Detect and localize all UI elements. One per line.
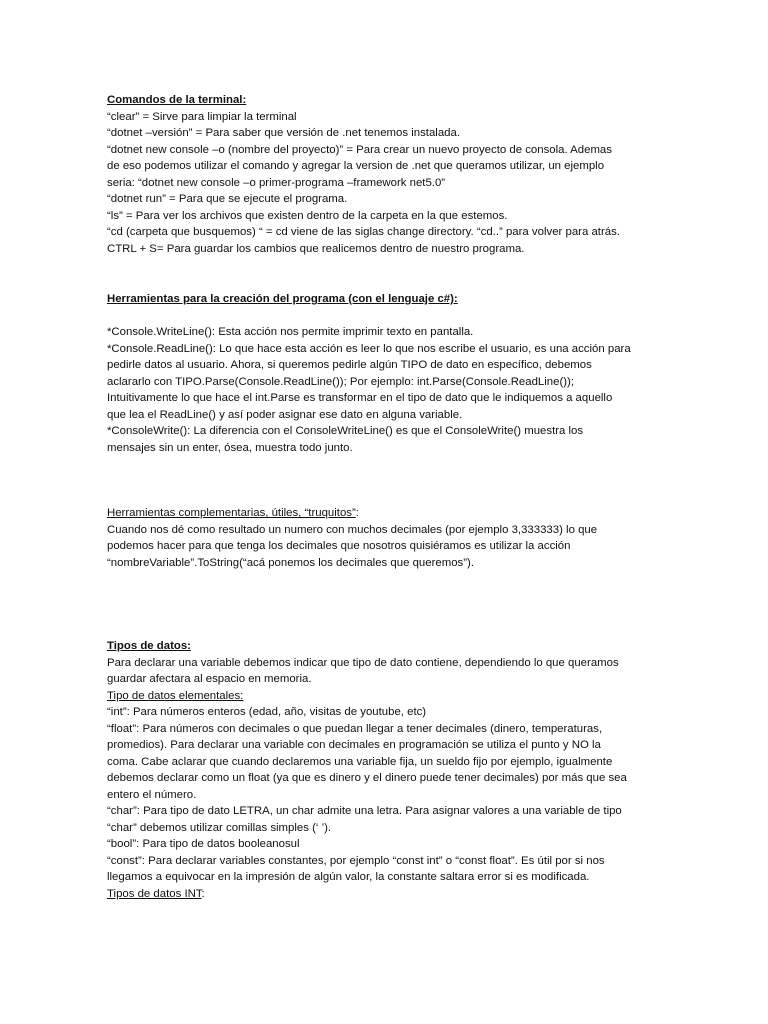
- text-line: “float”: Para números con decimales o que puedan llegar a tener decimales (dinero, temperaturas,: [107, 722, 603, 735]
- text-line: podemos hacer para que tenga los decimales que nosotros quisiéramos es utilizar la acción: [107, 540, 571, 552]
- subheading-elementales: Tipo de datos elementales:: [107, 689, 244, 702]
- text-line: Cuando nos dé como resultado un numero con muchos decimales (por ejemplo 3,333333) lo que: [107, 523, 598, 536]
- text-line: *ConsoleWrite(): La diferencia con el ConsoleWriteLine() es que el ConsoleWrite() muestra los: [107, 425, 584, 437]
- section-data-types: [107, 638, 667, 902]
- blank-line: [107, 308, 667, 325]
- subheading-int-colon: :: [201, 887, 205, 900]
- text-line: guardar afectara al espacio en memoria.: [107, 673, 312, 685]
- section-heading: Herramientas para la creación del programa (con el lenguaje c#):: [107, 293, 458, 305]
- text-line: “dotnet run” = Para que se ejecute el programa.: [107, 193, 348, 205]
- text-line: “cd (carpeta que busquemos) “ = cd viene de las siglas change directory. “cd..” para volver para atrás.: [107, 226, 620, 238]
- text-line: aclararlo con TIPO.Parse(Console.ReadLine()); Por ejemplo: int.Parse(Console.ReadLine());: [107, 375, 575, 388]
- text-line: CTRL + S= Para guardar los cambios que realicemos dentro de nuestro programa.: [107, 242, 525, 255]
- text-line: entero el número.: [107, 788, 197, 801]
- text-line: llegamos a equivocar en la impresión de algún valor, la constante saltara error si es modificada.: [107, 871, 590, 883]
- section-heading: [107, 505, 667, 522]
- text-line: “ls” = Para ver los archivos que existen dentro de la carpeta en la que estemos.: [107, 209, 508, 222]
- text-line: que lea el ReadLine() y así poder asignar ese dato en alguna variable.: [107, 408, 463, 421]
- text-line: “nombreVariable”.ToString(“acá ponemos los decimales que queremos”).: [107, 556, 474, 569]
- section-heading: Comandos de la terminal:: [107, 94, 247, 106]
- section-terminal-commands: [107, 92, 667, 257]
- text-line: “char” debemos utilizar comillas simples (‘ ’).: [107, 821, 332, 834]
- text-line: promedios). Para declarar una variable con decimales en programación se utiliza el punto y NO la: [107, 739, 601, 751]
- subheading-int-text: Tipos de datos INT: [107, 887, 202, 900]
- text-line: “int”: Para números enteros (edad, año, visitas de youtube, etc): [107, 706, 427, 718]
- text-line: “bool”: Para tipo de datos booleanosul: [107, 838, 300, 850]
- text-line: Intuitivamente lo que hace el int.Parse es transformar en el tipo de dato que le indiquemos a aquello: [107, 392, 613, 404]
- text-line: “dotnet –versión” = Para saber que versión de .net tenemos instalada.: [107, 127, 461, 139]
- text-line: pedirle datos al usuario. Ahora, si queremos pedirle algún TIPO de dato en específico, debemos: [107, 359, 592, 371]
- text-line: *Console.ReadLine(): Lo que hace esta acción es leer lo que nos escribe el usuario, es una acción para: [107, 342, 631, 355]
- text-line: coma. Cabe aclarar que cuando declaremos una variable fija, un sueldo fijo por ejemplo, igualmente: [107, 755, 613, 768]
- section-complementary-tools: [107, 505, 667, 571]
- text-line: seria: “dotnet new console –o primer-programa –framework net5.0”: [107, 176, 446, 189]
- subheading-int: [107, 886, 667, 903]
- text-line: *Console.WriteLine(): Esta acción nos permite imprimir texto en pantalla.: [107, 326, 474, 338]
- text-line: “dotnet new console –o (nombre del proyecto)” = Para crear un nuevo proyecto de consola. Ademas: [107, 143, 612, 156]
- text-line: “char”: Para tipo de dato LETRA, un char admite una letra. Para asignar valores a una variable de tipo: [107, 805, 622, 817]
- text-line: “const”: Para declarar variables constantes, por ejemplo “const int” o “const float”. Es útil por si nos: [107, 854, 605, 867]
- section-heading: Tipos de datos:: [107, 640, 191, 652]
- text-line: debemos declarar como un float (ya que es dinero y el dinero puede tener decimales) por más que sea: [107, 772, 627, 784]
- text-line: Para declarar una variable debemos indicar que tipo de dato contiene, dependiendo lo que queramos: [107, 656, 619, 669]
- text-line: de eso podemos utilizar el comando y agregar la version de .net que queramos utilizar, un ejemplo: [107, 160, 605, 172]
- section-heading-colon: :: [355, 507, 359, 519]
- section-program-tools: [107, 291, 667, 456]
- section-heading-text: Herramientas complementarias, útiles, “truquitos”: [107, 507, 356, 519]
- text-line: “clear” = Sirve para limpiar la terminal: [107, 110, 297, 123]
- text-line: mensajes sin un enter, ósea, muestra todo junto.: [107, 441, 353, 454]
